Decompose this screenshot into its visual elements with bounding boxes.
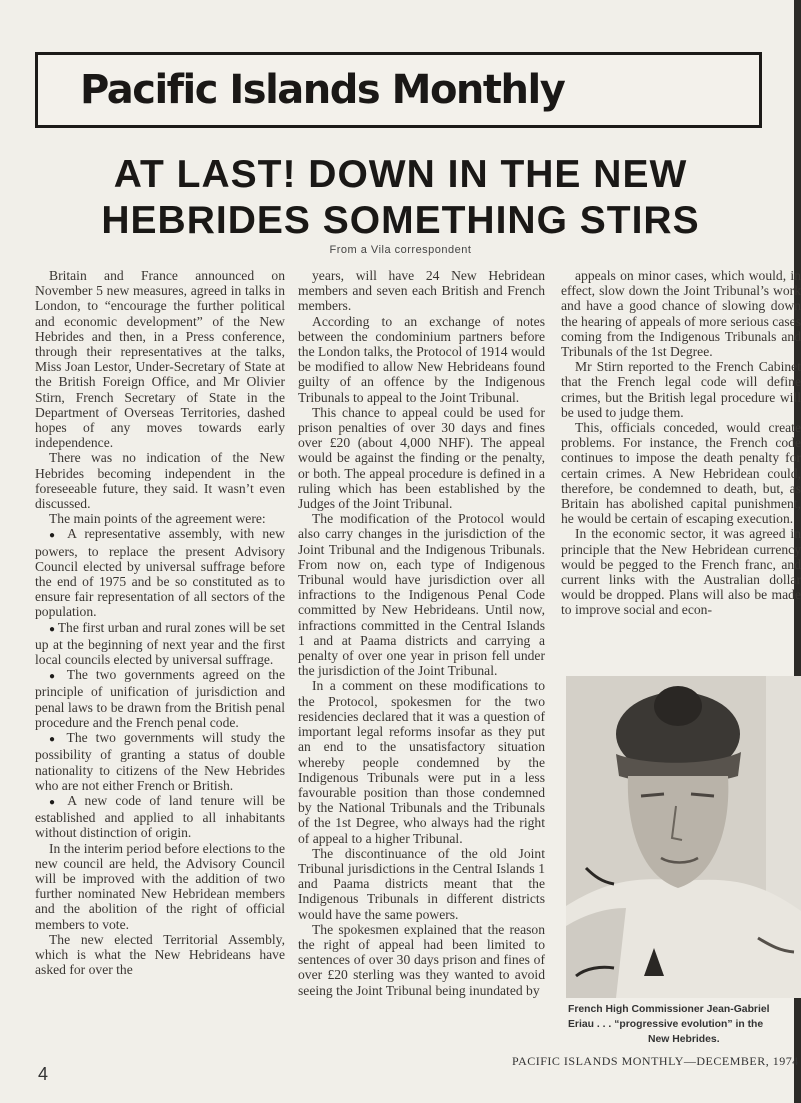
article-paragraph: The discontinuance of the old Joint Tribunal jurisdictions in the Central Islands 1 and Paama districts meant that the Indigenous Tribunals in different districts would have the same powers. [298, 845, 545, 922]
bullet-paragraph: ● The first urban and rural zones will be set up at the beginning of next year and the first local councils elected by universal suffrage. [35, 620, 285, 668]
article-paragraph: In the economic sector, it was agreed in principle that the New Hebridean currency would be pegged to the French franc, and current links with the Australian dollar would be dropped. Plans will also be made to improve social and econ- [561, 526, 801, 618]
headline-line-2: HEBRIDES SOMETHING STIRS [101, 199, 700, 242]
article-paragraph: This, officials conceded, would create problems. For instance, the French code continues to impose the death penalty for certain crimes. A New Hebridean could, therefore, be condemned to death, but, as Britain has abolished capital punishment, he would be certain of escaping execution. [561, 420, 801, 527]
article-paragraph: Britain and France announced on November 5 new measures, agreed in talks in London, to “encourage the further political and economic development” of the New Hebrides and then, in a Press conference, through their representatives at the talks, Miss Joan Lestor, Under-Secretary of State at the British Foreign Office, and Mr Olivier Stirn, French Secretary of State in the Department of Overseas Territories, dashed hopes of any moves towards early independence. [35, 268, 285, 451]
article-paragraph: Mr Stirn reported to the French Cabinet that the French legal code will define crimes, but the British legal procedure will be used to judge them. [561, 359, 801, 420]
page-number: 4 [38, 1064, 49, 1084]
caption-line-1: French High Commissioner Jean-Gabriel [568, 1004, 770, 1015]
article-column-1 [35, 268, 285, 977]
article-paragraph: In the interim period before elections to the new council are held, the Advisory Council will be improved with the addition of two further nominated New Hebridean members and the abolition of the right of official members to vote. [35, 840, 285, 932]
article-paragraph: appeals on minor cases, which would, in effect, slow down the Joint Tribunal’s work and have a good chance of slowing down the hearing of appeals of more serious cases coming from the Indigenous Tribunals and Tribunals of the 1st Degree. [561, 268, 801, 360]
article-headline [0, 152, 801, 244]
article-paragraph: The spokesmen explained that the reason the right of appeal had been limited to sentences of over 30 days prison and fines of over £20 sterling was they wanted to avoid seeing the Joint Tribunal being inundated by [298, 921, 545, 998]
masthead-box [35, 52, 762, 128]
article-paragraph: The main points of the agreement were: [49, 511, 266, 527]
bullet-paragraph: ● A representative assembly, with new powers, to replace the present Advisory Council elected by universal suffrage before the end of 1975 and be so constituted as to ensure fair representation of all sectors of the population. [35, 526, 285, 619]
photo-caption [568, 1002, 801, 1047]
bullet-paragraph: ● The two governments will study the possibility of granting a status of double nationality to citizens of the New Hebrides who are not either French or British. [35, 730, 285, 793]
article-paragraph: There was no indication of the New Hebrides becoming independent in the foreseeable future, they said. It wasn’t even discussed. [35, 450, 285, 512]
bullet-paragraph: ● The two governments agreed on the principle of unification of jurisdiction and penal laws to be drawn from the British penal procedure and the French penal code. [35, 667, 285, 730]
article-paragraph: According to an exchange of notes between the condominium partners before the London talks, the Protocol of 1914 would be modified to allow New Hebrideans found guilty of an offence by the Indigenous Tribunals to appeal to the Joint Tribunal. [298, 313, 545, 405]
bullet-paragraph: ● A new code of land tenure will be established and applied to all inhabitants without distinction of origin. [35, 793, 285, 841]
masthead-title: Pacific Islands Monthly [80, 67, 565, 113]
article-byline: From a Vila correspondent [329, 244, 472, 256]
article-paragraph: The new elected Territorial Assembly, which is what the New Hebrideans have asked for over the [35, 931, 285, 978]
article-paragraph: In a comment on these modifications to the Protocol, spokesmen for the two residencies declared that it was a question of important legal reforms insofar as they put an end to the unsatisfactory situation whereby people condemned by the Indigenous Tribunals were put in a less favourable position than those condemned by the National Tribunals and the Tribunals of the 1st Degree, who always had the right of appeal to a higher Tribunal. [298, 678, 545, 846]
article-paragraph: The modification of the Protocol would also carry changes in the jurisdiction of the Joint Tribunal and the Indigenous Tribunals. From now on, each type of Indigenous Tribunal would have jurisdiction over all infractions to the Indigenous Penal Code committed by New Hebrideans. Until now, infractions committed in the Central Islands 1 and at Paama districts and carrying a penalty of over one year in prison fell under the jurisdiction of the Joint Tribunal. [298, 511, 545, 679]
article-column-2 [298, 268, 545, 998]
article-paragraph: years, will have 24 New Hebridean members and seven each British and French members. [298, 268, 545, 314]
headline-line-1: AT LAST! DOWN IN THE NEW [113, 153, 688, 196]
portrait-illustration [566, 676, 801, 998]
caption-line-2: Eriau . . . “progressive evolution” in the [568, 1019, 764, 1030]
footer-publication: PACIFIC ISLANDS MONTHLY—DECEMBER, 1974 [512, 1054, 799, 1068]
article-column-3 [561, 268, 801, 618]
high-commissioner-photo [566, 676, 801, 998]
article-paragraph: This chance to appeal could be used for prison penalties of over 30 days and fines over £20 (about 4,000 NHF). The appeal would be against the finding or the penalty, or both. The appeal procedure is defined in a ruling which has been established by the Judges of the Joint Tribunal. [298, 404, 545, 512]
caption-line-3: New Hebrides. [648, 1034, 720, 1045]
